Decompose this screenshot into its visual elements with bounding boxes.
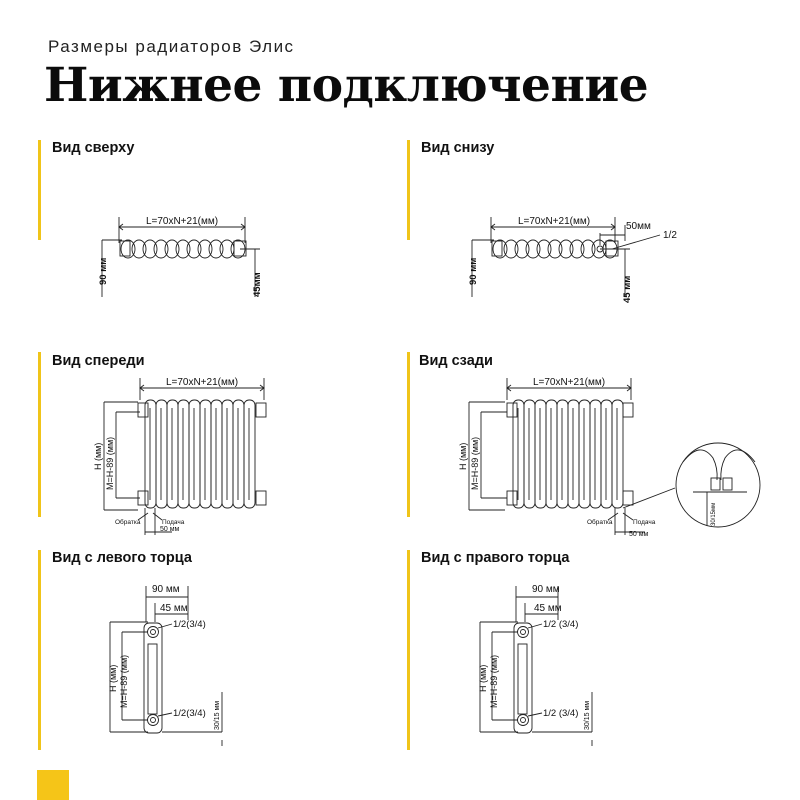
brand-square <box>37 770 69 800</box>
back-height-label: H (мм) <box>458 442 468 470</box>
accent-bar-right-2 <box>407 352 410 517</box>
page-subtitle: Размеры радиаторов Элис <box>48 37 295 56</box>
back-length-label: L=70xN+21(мм) <box>532 377 606 388</box>
back-center-label: M=H-89 (мм) <box>470 436 480 490</box>
page-title: Нижнее подключение <box>44 58 649 113</box>
bottom-length-label: L=70xN+21(мм) <box>517 216 591 227</box>
left-depth-label: 90 мм <box>152 584 180 595</box>
front-offset-label: 50 мм <box>160 526 180 533</box>
top-depth-label: 90 мм <box>98 257 109 285</box>
bottom-view-diagram <box>460 205 700 310</box>
left-thread-bottom-label: 1/2(3/4) <box>173 708 206 719</box>
back-return-label: Обратка <box>587 519 613 526</box>
bottom-half-depth-label: 45 мм <box>622 275 633 303</box>
top-half-depth-label: 45мм <box>252 272 263 297</box>
back-detail-label: 30/15мм <box>711 502 717 526</box>
bottom-thread-label: 1/2 <box>663 230 677 241</box>
label-left-view: Вид с левого торца <box>52 550 192 566</box>
front-length-label: L=70xN+21(мм) <box>165 377 239 388</box>
back-supply-label: Подача <box>633 519 656 526</box>
left-thread-top-label: 1/2(3/4) <box>173 619 206 630</box>
label-front-view: Вид спереди <box>52 353 145 369</box>
accent-bar-left-2 <box>38 352 41 517</box>
top-length-label: L=70xN+21(мм) <box>145 216 219 227</box>
label-back-view: Вид сзади <box>419 353 493 369</box>
accent-bar-right-3 <box>407 550 410 750</box>
right-bottom-label: 30/15 мм <box>584 700 591 730</box>
accent-bar-left-3 <box>38 550 41 750</box>
left-half-depth-label: 45 мм <box>160 603 188 614</box>
front-return-label: Обратка <box>115 519 141 526</box>
right-thread-top-label: 1/2 (3/4) <box>543 619 579 630</box>
accent-bar-right-1 <box>407 140 410 240</box>
top-view-diagram <box>90 205 290 310</box>
right-thread-bottom-label: 1/2 (3/4) <box>543 708 579 719</box>
left-height-label: H (мм) <box>108 664 118 692</box>
left-bottom-label: 30/15 мм <box>214 700 221 730</box>
accent-bar-left-1 <box>38 140 41 240</box>
right-depth-label: 90 мм <box>532 584 560 595</box>
front-supply-label: Подача <box>162 519 185 526</box>
front-height-label: H (мм) <box>93 442 103 470</box>
back-offset-label: 50 мм <box>629 531 649 538</box>
right-center-label: M=H-89 (мм) <box>489 654 499 708</box>
label-bottom-view: Вид снизу <box>421 140 495 156</box>
back-view-diagram <box>455 370 785 545</box>
left-center-label: M=H-89 (мм) <box>119 654 129 708</box>
bottom-offset-label: 50мм <box>626 221 651 232</box>
front-view-diagram <box>90 370 310 545</box>
right-half-depth-label: 45 мм <box>534 603 562 614</box>
label-right-view: Вид с правого торца <box>421 550 570 566</box>
left-end-view-diagram <box>100 580 250 750</box>
front-center-label: M=H-89 (мм) <box>105 436 115 490</box>
right-end-view-diagram <box>470 580 620 750</box>
right-height-label: H (мм) <box>478 664 488 692</box>
bottom-depth-label: 90 мм <box>468 257 479 285</box>
label-top-view: Вид сверху <box>52 140 135 156</box>
